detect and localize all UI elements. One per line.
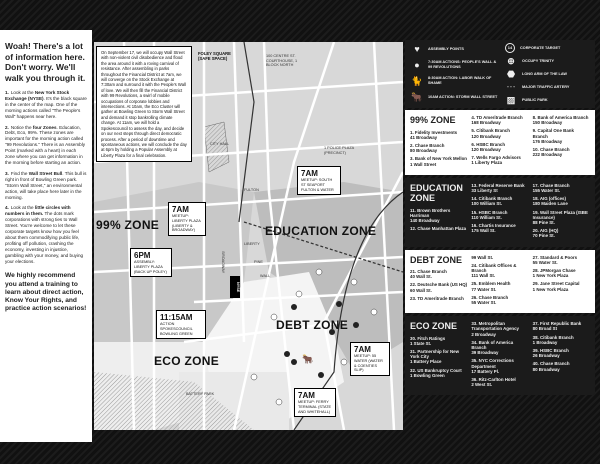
callout-liberty-plaza-7am: 7AM MEETUP: LIBERTY PLAZA (LIBERTY & BROADWAY) [168, 202, 206, 236]
legend-item [411, 76, 501, 86]
corporate-target: 13. Federal Reserve Bank 33 Liberty St [471, 182, 525, 193]
zone-column [471, 321, 528, 390]
broadway-label: BROADWAY [221, 251, 226, 274]
zone-label-eco: ECO ZONE [154, 354, 220, 368]
zone-panels [405, 110, 595, 395]
step-pre: Look at the [10, 90, 35, 95]
corporate-target: 11. Brown Brothers Harriman 140 Broadway [410, 207, 451, 224]
nyse-marker[interactable]: NYSE [230, 276, 240, 298]
cat-icon: 🐈 [411, 76, 423, 86]
step-post: . It's the black square in the center of the map. One of the morning actions called "The People's Wall" happens near here. [5, 95, 87, 119]
dot-icon: ● [414, 60, 420, 70]
corporate-target: 7. Wells Fargo Advisors 1 Liberty Plaza [471, 155, 521, 166]
legend-label: PUBLIC PARK [522, 97, 548, 102]
zone-column [533, 183, 590, 242]
legend-item [505, 95, 591, 105]
corporate-target: 4. TD Ameritrade Branch 168 Broadway [471, 115, 523, 126]
step-4 [5, 205, 87, 264]
step-2 [5, 125, 87, 166]
zone-column [471, 115, 528, 170]
heart-icon: ♥ [414, 44, 420, 54]
legend-label: 10AM ACTION: STORM WALL STREET [428, 94, 498, 99]
corporate-target: 27. Standard & Poors 55 Water St. [532, 254, 578, 265]
legend-item [505, 43, 591, 53]
step-post: . This bull is right in front of Bowling Green park. "Storm Wall Street," an environmental action, will take place here later in the morning. [5, 170, 87, 200]
legend-item [505, 82, 591, 92]
zone-column [533, 321, 590, 390]
zone-label-education: EDUCATION ZONE [265, 224, 377, 238]
callout-seaport: 7AM MEETUP: SOUTH ST SEAPORT FULTON & WATER [297, 166, 341, 195]
corporate-target: 3. Bank of New York Mellon 1 Wall Street [410, 156, 467, 167]
step-bold: little circles with numbers in them. [5, 205, 71, 217]
zone-column [471, 183, 528, 242]
map[interactable] [94, 42, 403, 430]
corporate-target: 34. Bank of America Branch 39 Broadway [471, 339, 514, 356]
steps-list [5, 90, 87, 264]
bull-icon: 🐂 [302, 354, 314, 364]
corporate-target: 39. HSBC Branch 26 Broadway [532, 347, 569, 359]
corporate-target: 19. Wall Street Plaza (ISBE Insurance) 88 Pine St. [532, 209, 588, 225]
corporate-target: 23. TD Ameritrade Branch [410, 295, 464, 301]
dashed-line-icon: - - - [507, 84, 515, 90]
liberty-street-label: LIBERTY [244, 242, 260, 246]
battery-park-label: BATTERY PARK [186, 392, 215, 396]
zone-column [410, 183, 467, 242]
corporate-target: 6. HSBC Branch 120 Broadway [471, 141, 505, 153]
legend-label: 8:30AM ACTION: LABOR WALK OF SHAME [428, 76, 492, 85]
zone-panel-99-zone [405, 110, 595, 175]
zone-column [410, 115, 467, 170]
step-bold: four Zones [32, 124, 57, 130]
step-bold: Wall Street Bull [28, 170, 63, 176]
training-note: We highly recommend you attend a training to learn about direct action, Know Your Rights, and practice action scenarios! [5, 272, 87, 313]
corporate-target: 29. Jane Street Capital 1 New York Plaza [532, 281, 580, 292]
legend-label: ASSEMBLY POINTS [428, 46, 464, 51]
map-legend [405, 40, 595, 108]
corporate-target: 17. Chase Branch 155 Water St. [532, 182, 570, 193]
corporate-target: 37. First Republic Bank 80 Broad St [532, 321, 582, 332]
zone-label-99: 99% ZONE [96, 218, 160, 232]
corporate-target: 2. Chase Branch 80 Broadway [410, 142, 445, 154]
police-plaza-label: 1 POLICE PLAZA (PRECINCT) [324, 146, 354, 155]
legend-label: OCCUPY TRINITY [522, 58, 554, 63]
corporate-target: 15. HSBC Branch 110 William St. [471, 209, 508, 220]
corporate-target: 22. Deutsche Bank (US HQ) 60 Wall St. [410, 282, 468, 293]
fulton-street-label: FULTON [244, 188, 259, 192]
octagon-icon: ⬣ [507, 69, 515, 79]
zone-title: 99% ZONE [410, 115, 456, 125]
zone-label-debt: DEBT ZONE [276, 318, 349, 332]
zone-column [533, 115, 590, 170]
corporate-target: 1. Fidelity Investments 41 Broadway [410, 129, 458, 140]
step-num: 1. [5, 90, 9, 95]
legend-item [505, 69, 591, 79]
step-1 [5, 90, 87, 120]
zone-panel-education-zone [405, 178, 595, 247]
corporate-target: 24. Citibank Offices & Branch 111 Wall St. [471, 262, 517, 279]
legend-item [411, 44, 501, 54]
step-pre: Find the [10, 170, 29, 176]
zone-column [471, 255, 528, 309]
corporate-target: 9. Capital One Bank Branch 176 Broadway [532, 128, 574, 144]
corporate-target: 20. AIG (HQ) 70 Pine St. [532, 228, 559, 239]
callout-spokescouncil: 11:15AM ACTION SPOKESCOUNCIL BOWLING GREEN [156, 310, 206, 339]
corporate-target: 14. Citibank Branch 100 William St. [471, 196, 513, 207]
zone-panel-eco-zone [405, 316, 595, 395]
wall-street-label: WALL [260, 274, 271, 278]
corporate-target: 5. Citibank Branch 120 Broadway [471, 128, 510, 139]
step-num: 3. [5, 170, 9, 176]
legend-label: MAJOR TRAFFIC ARTERY [522, 84, 570, 89]
step-num: 4. [5, 205, 9, 211]
legend-label: 7:30AM ACTIONS: PEOPLE'S WALL & 99 REVOLUTIONS [428, 60, 497, 69]
callout-55-water: 7AM MEETUP: 55 WATER (WATER & COENTIES SLIP) [350, 342, 390, 376]
zone-title: EDUCATION ZONE [410, 182, 463, 204]
zone-title: ECO ZONE [410, 321, 458, 332]
bull-icon: 🐂 [411, 92, 423, 102]
corporate-target: 40. Chase Branch 80 Broadway [532, 361, 570, 372]
callout-liberty-plaza-6pm: 6PM ASSEMBLY: LIBERTY PLAZA (BACK UP POLEY) [130, 248, 172, 277]
corporate-target: 28. JPMorgan Chase 1 New York Plaza [532, 267, 576, 279]
legend-item [411, 60, 501, 70]
zone-column [410, 255, 467, 309]
foley-square-label: FOLEY SQUARE (SAFE SPACE) [198, 51, 231, 61]
step-post: . Education, Debt, Eco, 99%. These zones are important for the morning action called "99 Revolutions." There is an Assembly Point (marked with a heart) in each zone where you can get information in the morning before starting an action. [5, 124, 86, 165]
legend-item [505, 56, 591, 66]
intro-panel [0, 30, 92, 442]
step-bold: New York Stock Exchange (NYSE) [5, 90, 70, 101]
zone-column [410, 321, 467, 390]
corporate-target: 36. Ritz-Carlton Hotel 2 West St. [471, 377, 516, 388]
corporate-target: 38. Citibank Branch 1 Broadway [532, 334, 574, 345]
step-3 [5, 171, 87, 201]
crosshair-icon: ⊕ [507, 56, 515, 66]
corporate-target: 31. Partnership for New York City 1 Battery Place [410, 349, 460, 365]
step-post: The dots mark corporations with strong ties to Wall Street. You're welcome to let these corporate targets know how you feel about them commodifying public life, profiting off pollution, crashing the economy, investing in injustice, gambling with your money, and buying your elections. [5, 211, 84, 264]
corporate-target: 30. Fitch Ratings 1 State St. [410, 335, 446, 346]
pine-street-label: PINE [254, 260, 263, 264]
hatched-square-icon: ▨ [506, 95, 516, 105]
city-hall-label: CITY HALL [210, 142, 230, 146]
numbered-circle-icon: 14 [505, 43, 515, 53]
callout-ferry-terminal: 7AM MEETUP: FERRY TERMINAL (STATE AND WHITEHALL) [294, 388, 336, 417]
zone-panel-debt-zone [405, 250, 595, 314]
intro-text-box: On September 17, we will occupy Wall Street with non-violent civil disobedience and flood the area around it with a roving carnival of resistance. After assembling in parks throughout the Financial District at 7am, we will converge on the Stock Exchange at 7:30am and surround it with the People's Wall of love. We will then fill the Financial District with 99 Revolutions, a swirl of mobile occupations of corporate lobbies and intersections. At 10am, the Eco Cluster will gather at Bowling Green to Storm Wall Street and demand it stop bankrolling climate change. At 11am, we will hold a Spokescouncil to assess the day, and decide on our next steps through direct democratic process. After a period of downtime and spontaneous actions, we will conclude the day at 6pm by holding a Popular Assembly at Liberty Plaza for a final celebration. [96, 46, 192, 162]
corporate-target: 10. Chase Branch 222 Broadway [532, 147, 570, 158]
zone-column [533, 255, 590, 309]
corporate-target: 99 Wall St. [471, 254, 494, 260]
corporate-target: 21. Chase Branch 40 Wall St. [410, 269, 447, 280]
step-pre: Notice the [10, 124, 33, 130]
step-num: 2. [5, 124, 9, 130]
intro-heading: Woah! There's a lot of information here. Don't worry. We'll walk you through it. [5, 41, 86, 83]
corporate-target: 32. US Bankruptcy Court 1 Bowling Green [410, 367, 462, 378]
step-pre: Look at the [10, 205, 35, 211]
corporate-target: 26. Chase Branch 55 Water St. [471, 294, 509, 305]
corporate-target: 18. AIG (offices) 180 Maiden Lane [532, 196, 568, 207]
legend-label: CORPORATE TARGET [520, 45, 561, 50]
corporate-target: 12. Chase Manhattan Plaza [410, 226, 467, 232]
zone-title: DEBT ZONE [410, 254, 463, 265]
courthouse-label: 100 CENTRE ST. COURTHOUSE, 1 BLOCK NORTH [266, 54, 298, 68]
corporate-target: 25. Emblem Health 77 Water St. [471, 281, 511, 292]
corporate-target: 16. Chartis Insurance 175 Wall St. [471, 222, 516, 234]
legend-item [411, 92, 501, 102]
corporate-target: 33. Metropolitan Transportation Agency 2 Broadway [471, 321, 519, 337]
corporate-target: 8. Bank of America Branch 150 Broadway [532, 115, 589, 126]
legend-label: LONG ARM OF THE LAW [522, 71, 567, 76]
corporate-target: 35. NYC Corrections Department 17 Battery Pl. [471, 358, 514, 374]
